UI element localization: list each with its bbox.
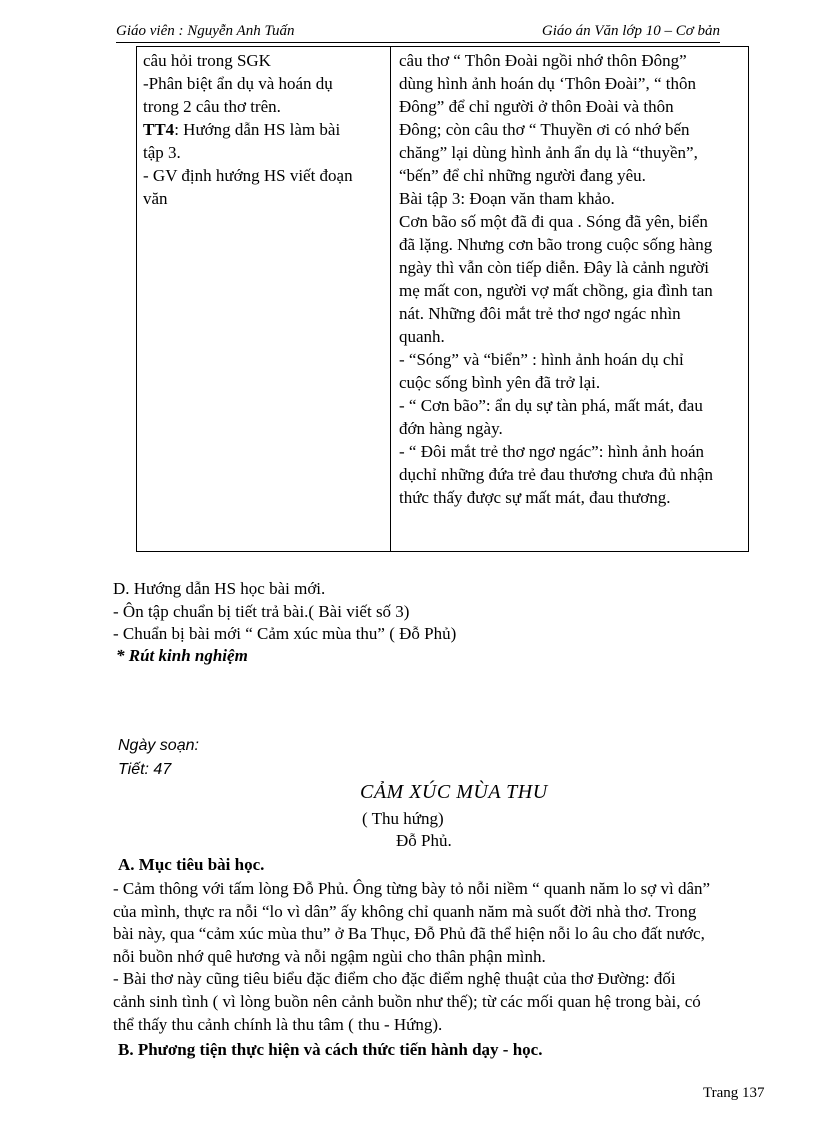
table-left-line: - GV định hướng HS viết đoạn	[143, 166, 353, 185]
paragraph-line: của mình, thực ra nỗi “lo vì dân” ấy không chỉ quanh năm mà suốt đời nhà thơ. Trong	[113, 901, 697, 921]
section-d	[113, 578, 456, 646]
paragraph-line: bài này, qua “cảm xúc mùa thu” ở Ba Thục, Đỗ Phủ đã thể hiện nỗi lo âu cho đất nước,	[113, 924, 705, 944]
table-right-line: Cơn bão số một đã đi qua . Sóng đã yên, biển	[399, 212, 708, 231]
table-right-line: Đông” để chỉ người ở thôn Đoài và thôn	[399, 97, 674, 116]
table-right-line: câu thơ “ Thôn Đoài ngồi nhớ thôn Đông”	[399, 51, 687, 70]
activity-label: TT4	[143, 120, 175, 139]
table-left-line: -Phân biệt ẩn dụ và hoán dụ	[143, 74, 333, 93]
table-right-line: dùng hình ảnh hoán dụ ‘Thôn Đoài”, “ thôn	[399, 74, 696, 93]
table-left-line: trong 2 câu thơ trên.	[143, 97, 281, 116]
table-right-line: Bài tập 3: Đoạn văn tham khảo.	[399, 189, 615, 208]
table-column-divider	[390, 47, 391, 551]
table-right-line: nát. Những đôi mắt trẻ thơ ngơ ngác nhìn	[399, 304, 681, 323]
heading-b: B. Phương tiện thực hiện và cách thức tiến hành dạy - học.	[118, 1040, 543, 1059]
table-right-line: đớn hàng ngày.	[399, 419, 503, 438]
paragraph-line: thể thấy thu cảnh chính là thu tâm ( thu - Hứng).	[113, 1014, 443, 1034]
table-left-line: văn	[143, 189, 168, 208]
table-left-column	[143, 49, 383, 210]
date-label: Ngày soạn:	[118, 737, 199, 754]
page-number: Trang 137	[703, 1085, 765, 1101]
table-right-line: cuộc sống bình yên đã trở lại.	[399, 373, 601, 392]
paragraph-line: - Cảm thông với tấm lòng Đỗ Phủ. Ông từng bày tỏ nỗi niềm “ quanh năm lo sợ vì dân”	[113, 879, 711, 898]
table-right-column	[399, 49, 745, 509]
table-right-line: quanh.	[399, 327, 445, 346]
experience-note: * Rút kinh nghiệm	[116, 646, 248, 665]
page-header	[116, 22, 720, 43]
objectives-paragraph	[113, 878, 710, 1036]
table-right-line: - “Sóng” và “biển” : hình ảnh hoán dụ chỉ	[399, 350, 684, 369]
table-left-line: câu hỏi trong SGK	[143, 51, 271, 70]
table-left-line: TT4: Hướng dẫn HS làm bài	[143, 120, 341, 139]
table-right-line: chăng” lại dùng hình ảnh ẩn dụ là “thuyền”,	[399, 143, 698, 162]
table-right-line: - “ Cơn bão”: ẩn dụ sự tàn phá, mất mát, đau	[399, 396, 703, 415]
heading-a: A. Mục tiêu bài học.	[118, 855, 265, 874]
section-d-item: - Chuẩn bị bài mới “ Cảm xúc mùa thu” ( Đỗ Phủ)	[113, 624, 457, 644]
section-d-item: - Ôn tập chuẩn bị tiết trả bài.( Bài viết số 3)	[113, 601, 410, 621]
paragraph-line: - Bài thơ này cũng tiêu biểu đặc điểm cho đặc điểm nghệ thuật của thơ Đường: đối	[113, 969, 676, 989]
table-right-line: ngày thì vẫn còn tiếp diễn. Đây là cảnh người	[399, 258, 709, 277]
lesson-subtitle: ( Thu hứng)	[362, 809, 444, 828]
section-d-heading: D. Hướng dẫn HS học bài mới.	[113, 579, 326, 598]
table-right-line: “bến” để chỉ những người đang yêu.	[399, 166, 646, 185]
table-right-line: đã lặng. Nhưng cơn bão trong cuộc sống hàng	[399, 235, 713, 254]
lesson-author: Đỗ Phủ.	[396, 831, 452, 850]
table-right-line: thức thấy được sự mất mát, đau thương.	[399, 488, 671, 507]
period-label: Tiết: 47	[118, 761, 172, 778]
paragraph-line: nỗi buồn nhớ quê hương và nỗi ngậm ngùi cho thân phận mình.	[113, 946, 546, 966]
lesson-table	[136, 46, 749, 552]
table-right-line: mẹ mất con, người vợ mất chồng, gia đình tan	[399, 281, 713, 300]
paragraph-line: cảnh sinh tình ( vì lòng buồn nên cảnh buồn như thế); từ các mối quan hệ trong bài, có	[113, 991, 701, 1011]
lesson-title: CẢM XÚC MÙA THU	[360, 781, 548, 803]
header-subject: Giáo án Văn lớp 10 – Cơ bản	[541, 23, 720, 39]
header-teacher: Giáo viên : Nguyễn Anh Tuấn	[116, 23, 295, 39]
table-right-line: Đông; còn câu thơ “ Thuyền ơi có nhớ bến	[399, 120, 690, 139]
table-right-line: - “ Đôi mắt trẻ thơ ngơ ngác”: hình ảnh hoán	[399, 442, 705, 461]
table-right-line: dụchỉ những đứa trẻ đau thương chưa đủ nhận	[399, 465, 713, 484]
table-left-line: tập 3.	[143, 143, 181, 162]
